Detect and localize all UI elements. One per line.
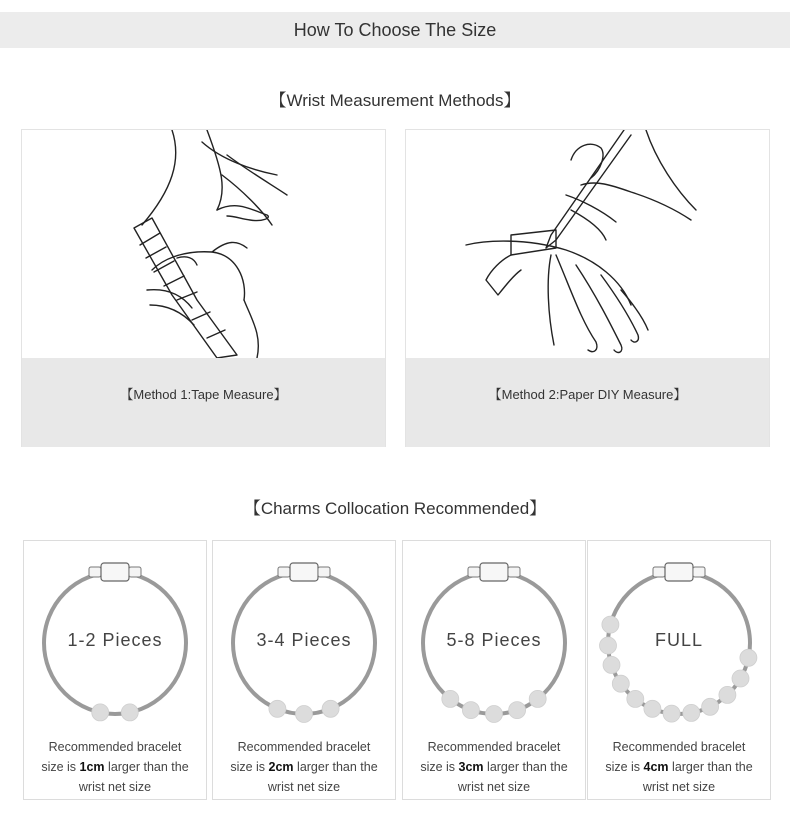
- charm-size-recommendation: Recommended bracelet size is 2cm larger than the wrist net size: [230, 740, 378, 794]
- charm-bead: [121, 704, 138, 721]
- charm-bead: [627, 690, 644, 707]
- charm-card-4: [587, 540, 771, 800]
- charm-card-2: [212, 540, 396, 800]
- charm-size-recommendation: Recommended bracelet size is 3cm larger than the wrist net size: [420, 740, 568, 794]
- charm-bead: [322, 700, 339, 717]
- charm-count-label: 3-4 Pieces: [256, 630, 352, 650]
- charm-size-recommendation: Recommended bracelet size is 4cm larger than the wrist net size: [605, 740, 753, 794]
- charm-count-label: 5-8 Pieces: [446, 630, 542, 650]
- wrist-section-title: 【Wrist Measurement Methods】: [269, 91, 521, 110]
- size-increment: 3cm: [458, 760, 484, 774]
- charm-bead: [509, 702, 526, 719]
- method-caption-paper: 【Method 2:Paper DIY Measure】: [406, 358, 769, 447]
- size-increment: 4cm: [643, 760, 669, 774]
- charm-bead: [529, 690, 546, 707]
- paper-measure-illustration: [406, 130, 769, 358]
- charm-bead: [719, 686, 736, 703]
- charm-bead: [92, 704, 109, 721]
- bracelet-clasp: [278, 563, 330, 581]
- method-caption-tape: 【Method 1:Tape Measure】: [22, 358, 385, 447]
- bracelet-clasp: [468, 563, 520, 581]
- tape-measure-illustration: [22, 130, 385, 358]
- charm-count-label: FULL: [654, 630, 703, 650]
- charm-bead: [296, 706, 313, 723]
- size-increment: 2cm: [268, 760, 294, 774]
- charm-bead: [683, 704, 700, 721]
- charm-bead: [462, 702, 479, 719]
- charm-bead: [663, 705, 680, 722]
- charm-count-label: 1-2 Pieces: [67, 630, 163, 650]
- method-card-tape: [21, 129, 386, 447]
- page-title: How To Choose The Size: [293, 20, 497, 40]
- charm-bead: [702, 698, 719, 715]
- bracelet-clasp: [653, 563, 705, 581]
- page-header-banner: [0, 12, 790, 48]
- charm-bead: [486, 706, 503, 723]
- charm-bead: [269, 700, 286, 717]
- charm-bead: [612, 675, 629, 692]
- charm-card-3: [402, 540, 586, 800]
- charm-bead: [644, 700, 661, 717]
- bracelet-clasp: [89, 563, 141, 581]
- method-card-paper: [405, 129, 770, 447]
- charm-card-1: [23, 540, 207, 800]
- size-increment: 1cm: [79, 760, 105, 774]
- charm-bead: [732, 670, 749, 687]
- charm-bead: [442, 690, 459, 707]
- charm-bead: [603, 656, 620, 673]
- charms-section-title: 【Charms Collocation Recommended】: [243, 499, 547, 518]
- charm-size-recommendation: Recommended bracelet size is 1cm larger than the wrist net size: [41, 740, 189, 794]
- charm-bead: [740, 649, 757, 666]
